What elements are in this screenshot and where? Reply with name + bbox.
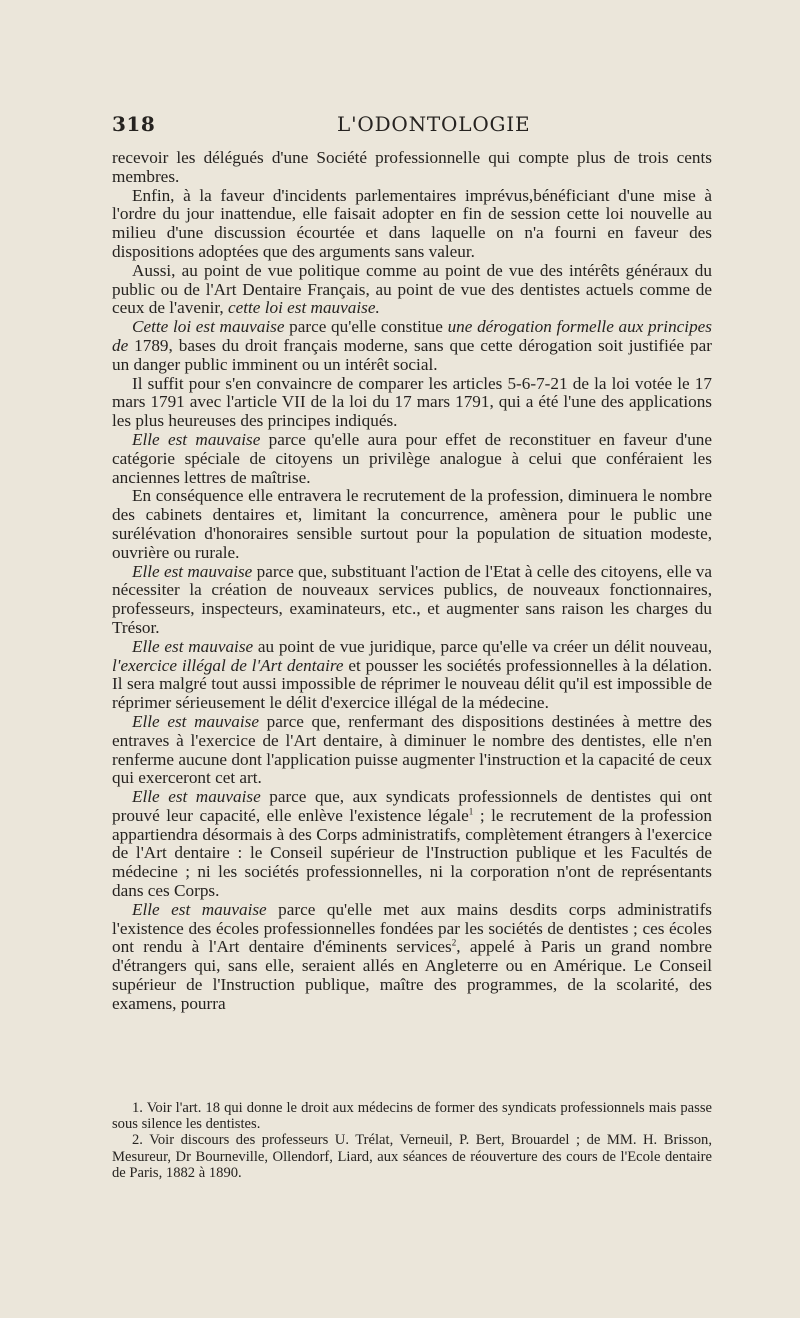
paragraph-4-emphasis-a: Cette loi est mauvaise: [132, 317, 285, 337]
footnote-2: 2. Voir discours des professeurs U. Trélat, Verneuil, P. Bert, Brouardel ; de MM. H. Brisson, Mesureur, Dr Bourneville, Ollendorf, Liard, aux séances de réouverture des cours de l'Ecole dentaire de Paris, 1882 à 1890.: [112, 1132, 712, 1181]
paragraph-7: En conséquence elle entravera le recrutement de la profession, diminuera le nombre des cabinets dentaires et, limitant la concurrence, amènera pour le public une surélévation d'honoraires sensible surtout pour la population de situation modeste, ouvrière ou rurale.: [112, 486, 712, 562]
paragraph-11: [112, 788, 712, 901]
paragraph-4-text-d: 1789, bases du droit français moderne, sans que cette dérogation soit justifiée par un danger public imminent ou un intérêt social.: [112, 335, 712, 374]
paragraph-9-emphasis: Elle est mauvaise: [132, 636, 254, 656]
paragraph-11-emphasis: Elle est mauvaise: [132, 787, 261, 807]
paragraph-11-text-c: ; le recrutement de la profession appartiendra désormais à des Corps administratifs, complètement étrangers à l'exercice de l'Art dentaire : le Conseil supérieur de l'Instruction publique et les Facultés de médecine ; ni les sociétés professionnelles, ni la corporation n'ont de représentants dans ces Corps.: [112, 805, 712, 901]
footnote-ref-2: 2: [451, 937, 457, 948]
running-title: L'ODONTOLOGIE: [337, 112, 531, 136]
paragraph-3-emphasis: cette loi est mauvaise.: [227, 298, 380, 318]
footnote-1: 1. Voir l'art. 18 qui donne le droit aux médecins de former des syndicats professionnels mais passe sous silence les dentistes.: [112, 1100, 712, 1133]
paragraph-4-emphasis-c: une dérogation formelle aux principes de: [112, 317, 712, 355]
paragraph-6: [112, 431, 712, 487]
paragraph-1: recevoir les délégués d'une Société professionnelle qui compte plus de trois cents membres.: [112, 148, 712, 186]
paragraph-3-text: Aussi, au point de vue politique comme au point de vue des intérêts généraux du public ou de l'Art Dentaire Français, au point de vue des dentistes actuels comme de ceux de l'avenir,: [112, 260, 712, 318]
paragraph-9-text-d: et pousser les sociétés professionnelles à la délation. Il sera malgré tout aussi impossible de réprimer le nouveau délit qu'il est impossible de réprimer sérieusement le délit d'exercice illégal de la médecine.: [112, 655, 712, 713]
paragraph-10-emphasis: Elle est mauvaise: [132, 711, 259, 731]
paragraph-4: [112, 318, 712, 374]
paragraph-8-text: parce que, substituant l'action de l'Etat à celle des citoyens, elle va nécessiter la création de nouveaux services publics, de nouveaux fonctionnaires, professeurs, inspecteurs, examinateurs, etc., et augmenter sans raison les charges du Trésor.: [112, 561, 712, 637]
paragraph-6-text: parce qu'elle aura pour effet de reconstituer en faveur d'une catégorie spéciale de citoyens un privilège analogue à celui que conféraient les anciennes lettres de maîtrise.: [112, 429, 713, 487]
paragraph-11-text-b: parce que, aux syndicats professionnels de dentistes qui ont prouvé leur capacité, elle enlève l'existence légale: [112, 787, 713, 825]
footnotes: [112, 1100, 712, 1181]
paragraph-12-text-c: , appelé à Paris un grand nombre d'étrangers qui, sans elle, seraient allés en Angleterre ou en Amérique. Le Conseil supérieur de l'Instruction publique, maître des programmes, de la scolarité, des examens, pourra: [112, 937, 712, 1013]
paragraph-12-emphasis: Elle est mauvaise: [132, 899, 267, 919]
paragraph-9-text-b: au point de vue juridique, parce qu'elle va créer un délit nouveau,: [253, 636, 712, 656]
paragraph-12-text-b: parce qu'elle met aux mains desdits corps administratifs l'existence des écoles professionnelles fondées par les sociétés de dentistes ; ces écoles ont rendu à l'Art dentaire d'éminents services: [112, 899, 712, 957]
paragraph-5: Il suffit pour s'en convaincre de comparer les articles 5-6-7-21 de la loi votée le 17 mars 1791 avec l'article VII de la loi du 17 mars 1791, qui a été l'une des applications les plus heureuses des principes indiqués.: [112, 373, 712, 431]
paragraph-6-emphasis: Elle est mauvaise: [132, 429, 261, 449]
page-header: [112, 112, 712, 142]
paragraph-9: [112, 638, 712, 713]
paragraph-3: [112, 262, 712, 318]
paragraph-12: [112, 901, 712, 1014]
paragraph-10: [112, 713, 712, 788]
paragraph-8: [112, 563, 712, 638]
paragraph-9-emphasis-c: l'exercice illégal de l'Art dentaire: [112, 655, 344, 675]
page-number: 318: [112, 112, 156, 136]
paragraph-4-text-b: parce qu'elle constitue: [284, 317, 448, 337]
paragraph-8-emphasis: Elle est mauvaise: [132, 561, 253, 581]
footnote-ref-1: 1: [468, 806, 474, 817]
body-text: [112, 149, 712, 1014]
paragraph-10-text: parce que, renfermant des dispositions destinées à mettre des entraves à l'exercice de l'Art dentaire, à diminuer le nombre des dentistes, elle n'en renferme aucune dont l'application puisse augmenter l'instruction et la capacité de ceux qui exerceront cet art.: [112, 711, 712, 788]
paragraph-2: Enfin, à la faveur d'incidents parlementaires imprévus,bénéficiant d'une mise à l'ordre du jour inattendue, elle faisait adopter en fin de session cette loi nouvelle au milieu d'une discussion écourtée et dans laquelle on n'a fourni en faveur des dispositions adoptées que des arguments sans valeur.: [112, 185, 712, 261]
